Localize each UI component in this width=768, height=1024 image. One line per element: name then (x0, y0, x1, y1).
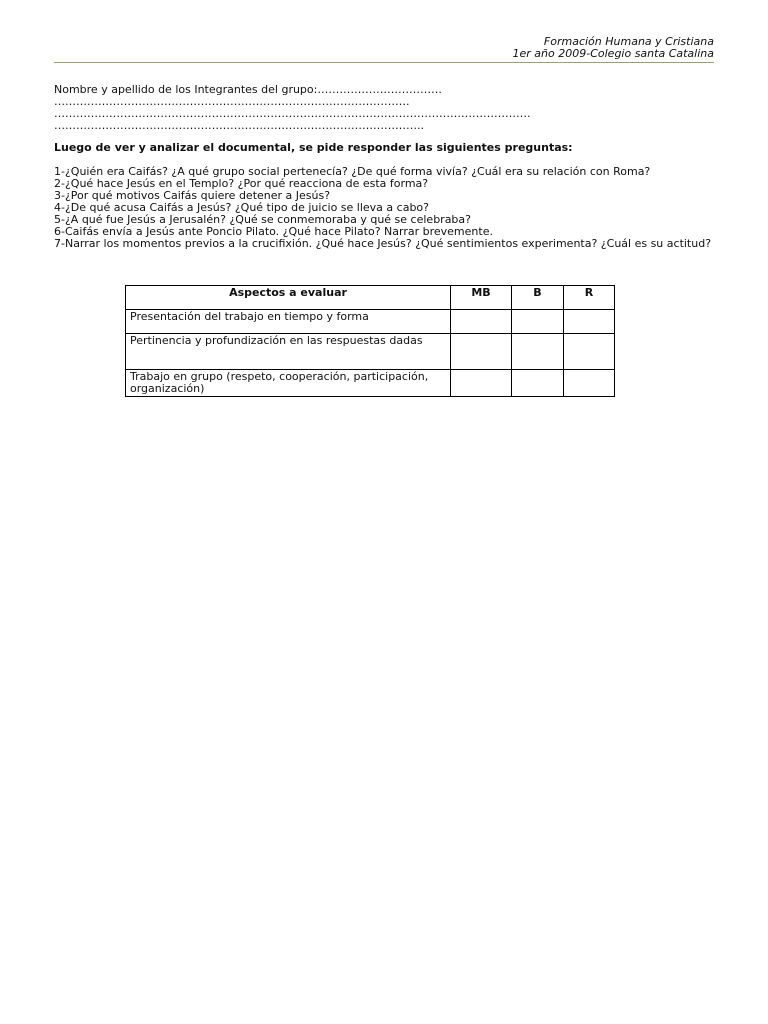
rubric-b-cell (512, 370, 564, 397)
group-members-blank-line: …………………………………………………………………………………………………………………. (54, 108, 531, 120)
rubric-r-cell (564, 310, 615, 334)
rubric-header-r: R (564, 286, 615, 310)
rubric-header-row (126, 286, 615, 310)
rubric-row (126, 310, 615, 334)
rubric-b-cell (512, 334, 564, 370)
group-members-block (54, 84, 714, 132)
evaluation-rubric-table (125, 285, 615, 397)
group-members-blank-line: ……………………………………………………………………………………….. (54, 120, 424, 132)
question-item: 2-¿Qué hace Jesús en el Templo? ¿Por qué reacciona de esta forma? (54, 177, 429, 190)
rubric-header-aspect: Aspectos a evaluar (126, 286, 451, 310)
rubric-header-mb: MB (451, 286, 512, 310)
rubric-b-cell (512, 310, 564, 334)
rubric-header-b: B (512, 286, 564, 310)
course-year-school: 1er año 2009-Colegio santa Catalina (512, 47, 714, 60)
question-item: 5-¿A qué fue Jesús a Jerusalén? ¿Qué se conmemoraba y qué se celebraba? (54, 213, 471, 226)
group-members-label: Nombre y apellido de los Integrantes del grupo:……………………………. (54, 84, 442, 96)
question-item: 1-¿Quién era Caifás? ¿A qué grupo social pertenecía? ¿De qué forma vivía? ¿Cuál era su relación con Roma? (54, 165, 651, 178)
question-item: 3-¿Por qué motivos Caifás quiere detener a Jesús? (54, 189, 331, 202)
question-item: 6-Caifás envía a Jesús ante Poncio Pilato. ¿Qué hace Pilato? Narrar brevemente. (54, 225, 493, 238)
rubric-mb-cell (451, 310, 512, 334)
question-list (54, 166, 716, 250)
rubric-row (126, 370, 615, 397)
instructions-heading: Luego de ver y analizar el documental, se pide responder las siguientes preguntas: (54, 141, 573, 154)
page-header (54, 36, 714, 63)
course-title: Formación Humana y Cristiana (543, 35, 714, 48)
rubric-r-cell (564, 370, 615, 397)
question-item: 4-¿De qué acusa Caifás a Jesús? ¿Qué tipo de juicio se lleva a cabo? (54, 201, 429, 214)
question-item: 7-Narrar los momentos previos a la crucifixión. ¿Qué hace Jesús? ¿Qué sentimientos experimenta? ¿Cuál es su actitud? (54, 237, 712, 250)
rubric-aspect-cell: Presentación del trabajo en tiempo y forma (126, 310, 451, 334)
rubric-row (126, 334, 615, 370)
rubric-aspect-cell: Trabajo en grupo (respeto, cooperación, participación, organización) (126, 370, 451, 397)
rubric-r-cell (564, 334, 615, 370)
rubric-aspect-cell: Pertinencia y profundización en las respuestas dadas (126, 334, 451, 370)
rubric-mb-cell (451, 334, 512, 370)
group-members-blank-line: ……………………………………………………………………………………. (54, 96, 410, 108)
rubric-mb-cell (451, 370, 512, 397)
